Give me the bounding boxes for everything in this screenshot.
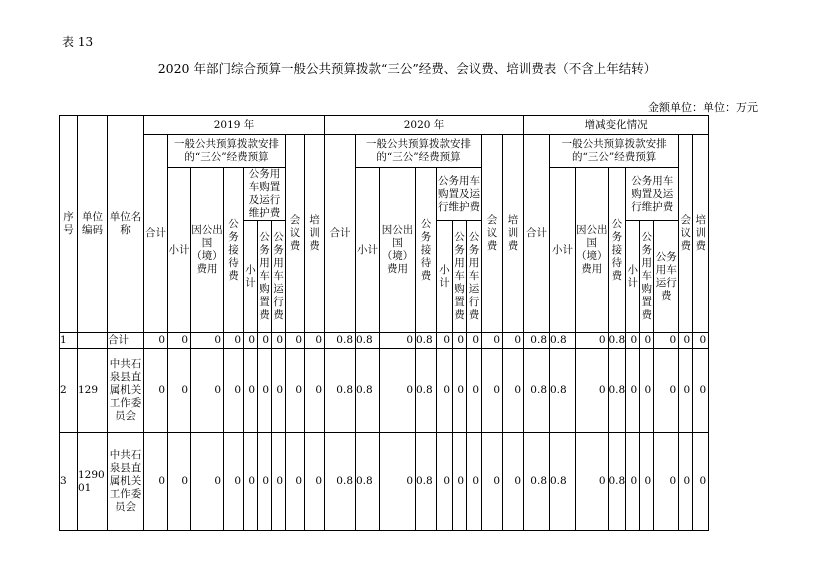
header-total-2019: 合计 xyxy=(144,135,168,333)
cell-value: 0.8 xyxy=(550,333,576,349)
cell-value: 0.8 xyxy=(608,433,626,531)
cell-value: 0 xyxy=(437,349,453,433)
header-reception-change: 公务接待费 xyxy=(608,168,626,333)
cell-value: 0 xyxy=(482,333,503,349)
page-title: 2020 年部门综合预算一般公共预算拨款“三公”经费、会议费、培训费表（不含上年结转） xyxy=(157,61,657,76)
cell-value: 0.8 xyxy=(325,433,356,531)
cell-value: 0 xyxy=(191,333,224,349)
cell-value: 0 xyxy=(626,333,640,349)
header-three-public-2019: 一般公共预算拨款安排的“三公”经费预算 xyxy=(168,135,286,168)
header-seq: 序号 xyxy=(60,116,78,333)
cell-value: 0 xyxy=(258,333,272,349)
cell-value: 0 xyxy=(258,433,272,531)
cell-value: 0.8 xyxy=(325,349,356,433)
cell-value: 0 xyxy=(576,433,609,531)
cell-value: 0 xyxy=(482,349,503,433)
amount-unit: 金额单位：单位：万元 xyxy=(648,101,758,114)
cell-value: 0 xyxy=(191,349,224,433)
cell-seq: 1 xyxy=(60,333,78,349)
header-vehicle-operation-2019: 公务用车运行费 xyxy=(272,221,286,333)
cell-value: 0 xyxy=(437,333,453,349)
cell-value: 0 xyxy=(305,349,325,433)
cell-value: 0.8 xyxy=(325,333,356,349)
table-row xyxy=(60,349,709,433)
header-subtotal-2019: 小计 xyxy=(168,168,191,333)
cell-value: 0 xyxy=(482,433,503,531)
budget-table xyxy=(59,115,709,531)
header-year-2020: 2020 年 xyxy=(325,116,524,135)
header-training-change: 培训费 xyxy=(693,135,709,333)
cell-value: 0.8 xyxy=(524,349,550,433)
header-vehicle-operation-2020: 公务用车运行费 xyxy=(467,221,482,333)
cell-value: 0.8 xyxy=(524,433,550,531)
cell-value: 0 xyxy=(467,349,482,433)
cell-value: 0.8 xyxy=(356,433,380,531)
header-meeting-2020: 会议费 xyxy=(482,135,503,333)
table-row xyxy=(60,433,709,531)
cell-value: 0 xyxy=(258,349,272,433)
cell-value: 0 xyxy=(453,333,467,349)
cell-value: 0 xyxy=(168,433,191,531)
header-abroad-change: 因公出国（境）费用 xyxy=(576,168,609,333)
header-reception-2019: 公务接待费 xyxy=(224,168,244,333)
cell-value: 0 xyxy=(168,333,191,349)
cell-value: 0 xyxy=(286,349,305,433)
cell-code: 129001 xyxy=(78,433,108,531)
cell-value: 0.8 xyxy=(608,333,626,349)
header-vehicle-2020: 公务用车购置及运行维护费 xyxy=(437,168,482,221)
header-training-2019: 培训费 xyxy=(305,135,325,333)
header-vehicle-purchase-2020: 公务用车购置费 xyxy=(453,221,467,333)
cell-value: 0 xyxy=(654,333,679,349)
header-change: 增减变化情况 xyxy=(524,116,709,135)
cell-value: 0 xyxy=(286,433,305,531)
header-subtotal-2020: 小计 xyxy=(356,168,380,333)
cell-value: 0 xyxy=(144,349,168,433)
cell-name: 中共石泉县直属机关工作委员会 xyxy=(108,349,144,433)
cell-value: 0 xyxy=(272,333,286,349)
cell-value: 0 xyxy=(144,333,168,349)
cell-value: 0.8 xyxy=(550,349,576,433)
cell-value: 0.8 xyxy=(416,433,437,531)
header-year-2019: 2019 年 xyxy=(144,116,325,135)
cell-value: 0 xyxy=(305,333,325,349)
cell-value: 0 xyxy=(380,433,416,531)
cell-value: 0 xyxy=(244,333,258,349)
header-unit-name: 单位名称 xyxy=(108,116,144,333)
cell-value: 0 xyxy=(640,333,654,349)
cell-value: 0 xyxy=(453,349,467,433)
table-number: 表 13 xyxy=(62,35,94,49)
cell-code xyxy=(78,333,108,349)
cell-value: 0.8 xyxy=(608,349,626,433)
cell-value: 0 xyxy=(467,433,482,531)
cell-value: 0 xyxy=(437,433,453,531)
cell-value: 0 xyxy=(654,433,679,531)
header-vehicle-subtotal-change: 小计 xyxy=(626,221,640,333)
header-vehicle-subtotal-2019: 小计 xyxy=(244,221,258,333)
header-abroad-2020: 因公出国（境）费用 xyxy=(380,168,416,333)
cell-value: 0 xyxy=(693,333,709,349)
cell-code: 129 xyxy=(78,349,108,433)
cell-value: 0 xyxy=(503,433,524,531)
cell-value: 0 xyxy=(576,333,609,349)
cell-value: 0 xyxy=(191,433,224,531)
cell-value: 0 xyxy=(286,333,305,349)
cell-value: 0 xyxy=(503,349,524,433)
cell-name: 合计 xyxy=(108,333,144,349)
cell-name: 中共石泉县直属机关工作委员会 xyxy=(108,433,144,531)
cell-value: 0 xyxy=(272,433,286,531)
header-vehicle-operation-change: 公务用车运行费 xyxy=(654,221,679,333)
header-abroad-2019: 因公出国（境）费用 xyxy=(191,168,224,333)
cell-seq: 3 xyxy=(60,433,78,531)
cell-value: 0.8 xyxy=(356,333,380,349)
cell-value: 0 xyxy=(626,349,640,433)
cell-value: 0 xyxy=(693,349,709,433)
cell-value: 0 xyxy=(244,433,258,531)
cell-value: 0 xyxy=(224,333,244,349)
header-total-2020: 合计 xyxy=(325,135,356,333)
header-three-public-2020: 一般公共预算拨款安排的“三公”经费预算 xyxy=(356,135,482,168)
cell-value: 0 xyxy=(679,333,693,349)
cell-value: 0 xyxy=(679,349,693,433)
cell-value: 0 xyxy=(453,433,467,531)
header-meeting-change: 会议费 xyxy=(679,135,693,333)
header-unit-code: 单位编码 xyxy=(78,116,108,333)
header-vehicle-subtotal-2020: 小计 xyxy=(437,221,453,333)
cell-value: 0 xyxy=(576,349,609,433)
cell-value: 0 xyxy=(305,433,325,531)
header-vehicle-2019: 公务用车购置及运行维护费 xyxy=(244,168,286,221)
cell-value: 0 xyxy=(679,433,693,531)
cell-value: 0.8 xyxy=(550,433,576,531)
header-vehicle-purchase-2019: 公务用车购置费 xyxy=(258,221,272,333)
header-training-2020: 培训费 xyxy=(503,135,524,333)
cell-seq: 2 xyxy=(60,349,78,433)
cell-value: 0 xyxy=(693,433,709,531)
cell-value: 0 xyxy=(626,433,640,531)
cell-value: 0 xyxy=(144,433,168,531)
cell-value: 0 xyxy=(224,349,244,433)
cell-value: 0 xyxy=(168,349,191,433)
table-row xyxy=(60,333,709,349)
header-meeting-2019: 会议费 xyxy=(286,135,305,333)
header-subtotal-change: 小计 xyxy=(550,168,576,333)
cell-value: 0 xyxy=(503,333,524,349)
cell-value: 0 xyxy=(380,333,416,349)
header-three-public-change: 一般公共预算拨款安排的“三公”经费预算 xyxy=(550,135,679,168)
header-total-change: 合计 xyxy=(524,135,550,333)
cell-value: 0 xyxy=(244,349,258,433)
header-reception-2020: 公务接待费 xyxy=(416,168,437,333)
cell-value: 0.8 xyxy=(416,349,437,433)
cell-value: 0.8 xyxy=(416,333,437,349)
cell-value: 0 xyxy=(654,349,679,433)
cell-value: 0 xyxy=(467,333,482,349)
header-vehicle-change: 公务用车购置及运行维护费 xyxy=(626,168,679,221)
cell-value: 0 xyxy=(640,349,654,433)
cell-value: 0.8 xyxy=(524,333,550,349)
header-vehicle-purchase-change: 公务用车购置费 xyxy=(640,221,654,333)
cell-value: 0.8 xyxy=(356,349,380,433)
cell-value: 0 xyxy=(272,349,286,433)
cell-value: 0 xyxy=(380,349,416,433)
cell-value: 0 xyxy=(640,433,654,531)
cell-value: 0 xyxy=(224,433,244,531)
